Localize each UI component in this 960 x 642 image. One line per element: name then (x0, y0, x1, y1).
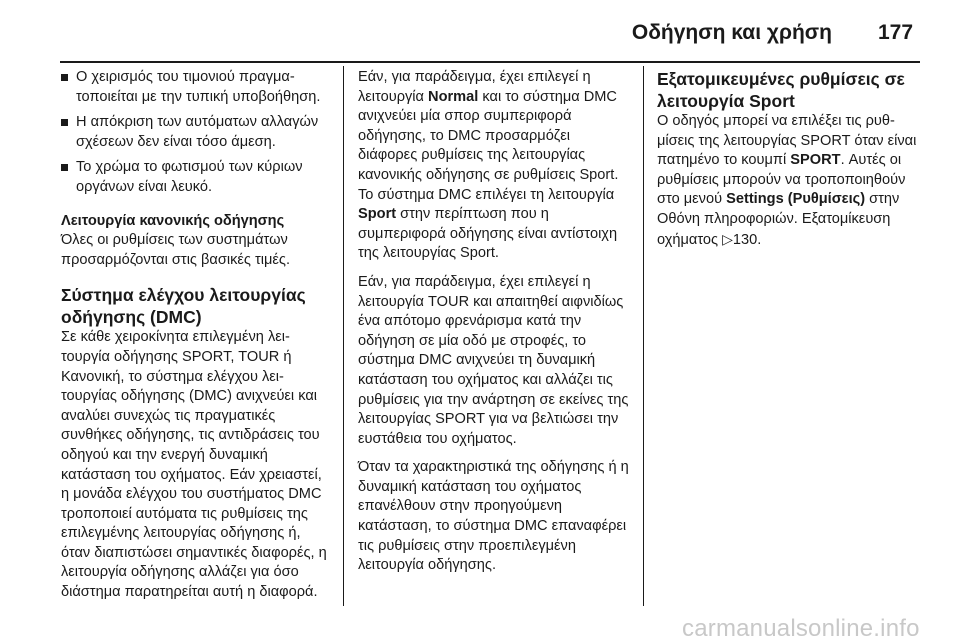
text-run: και το σύστημα DMC ανιχνεύει μία σπορ συμπεριφορά οδήγησης, το DMC προσαρμόζει διάφορες ρυθμίσεις της λειτουργίας κανονικής οδήγησης σε ρυθμίσεις Sport. Το σύστημα DMC επιλέγει τη λειτουργία (358, 88, 619, 203)
text-run: Ο οδηγός μπορεί να επιλέξει τις ρυθμίσεις της λειτουργίας SPORT όταν είναι πατημένο το κουμπί (657, 113, 917, 169)
page-reference-icon: ▷ (722, 230, 733, 247)
bullet-item: Ο χειρισμός του τιμονιού πραγματοποιείται με την τυπική υποβοήθηση. (61, 68, 329, 107)
text-run: Εάν, για παράδειγμα, έχει επιλεγεί η λειτουργία (358, 69, 591, 105)
watermark: carmanualsonline.info (682, 615, 920, 642)
dmc-example-tour: Εάν, για παράδειγμα, έχει επιλεγεί η λειτουργία TOUR και απαιτηθεί αιφνιδίως ένα απότομο φρενάρισμα κατά την οδήγηση σε μία οδό με στροφές, το σύστημα DMC ανιχνεύει τη δυναμική κατάσταση του οχήματος και αλλάζει τις ρυθμίσεις για την ανάρτηση σε εκείνες της λειτουργίας SPORT για να βελτιώσει την ευστάθεια του οχήματος. (358, 273, 629, 447)
normal-mode-term: Normal (428, 88, 479, 105)
page-title: Οδήγηση και χρήση (631, 21, 832, 44)
dmc-text: Σε κάθε χειροκίνητα επιλεγμένη λειτουργία οδήγησης SPORT, TOUR ή Κανονική, το σύστημα ελέγχου λειτουργίας οδήγησης (DMC) ανιχνεύει και αναλύει συνεχώς τις πραγματικές συνθήκες οδήγησης, τις αντιδράσεις του οδηγού και την ενεργή δυναμική κατάσταση του οχήματος. Εάν χρειαστεί, η μονάδα ελέγχου του συστήματος DMC τροποποιεί αυτόματα τις ρυθμίσεις της επιλεγμένης λειτουργίας οδήγησης ή, όταν διαπιστώσει σημαντικές διαφορές, η λειτουργία οδήγησης αλλάζει για όσο διάστημα παρατηρείται αυτή η διαφορά. (61, 329, 327, 601)
text-run: στην περίπτωση που η συμπεριφορά οδήγησης είναι αντίστοιχη της λειτουργίας Sport. (358, 206, 618, 262)
page-number: 177 (878, 21, 914, 44)
normal-mode-text: Όλες οι ρυθμίσεις των συστημάτων προσαρμόζονται στις βασικές τιμές. (61, 232, 291, 268)
text-run: . (757, 231, 762, 248)
column-divider-2 (643, 66, 644, 606)
normal-mode-heading: Λειτουργία κανονικής οδήγησης (61, 212, 285, 229)
text-run: . Αυτές οι ρυθμίσεις μπορούν να τροποποιηθούν στο μενού (657, 152, 906, 208)
header-divider (60, 61, 920, 63)
reference-page-number[interactable]: 130 (732, 231, 758, 248)
column-divider-1 (343, 66, 344, 606)
sport-mode-term: Sport (358, 206, 397, 223)
column-1 (61, 68, 329, 612)
dmc-heading: Σύστημα ελέγχου λειτουργίας οδήγησης (DMC) (61, 285, 306, 328)
settings-menu-term: Settings (Ρυθμίσεις) (726, 191, 866, 208)
column-3 (657, 68, 923, 259)
sport-settings-text (657, 112, 923, 250)
bullet-item: Το χρώμα το φωτισμού των κύριων οργάνων είναι λευκό. (61, 158, 329, 197)
dmc-restore-text: Όταν τα χαρακτηριστικά της οδήγησης ή η δυναμική κατάσταση του οχήματος επανέλθουν στην προηγούμενη κατάσταση, το σύστημα DMC επαναφέρει τις ρυθμίσεις στην προεπιλεγμένη λειτουργία οδήγησης. (358, 459, 629, 574)
text-run: στην Οθόνη πληροφοριών. Εξατομίκευση οχήματος (657, 191, 900, 248)
dmc-example-normal (358, 68, 632, 264)
feature-bullet-list (61, 68, 329, 198)
sport-settings-heading: Εξατομικευμένες ρυθμίσεις σε λειτουργία Sport (657, 69, 905, 111)
sport-button-term: SPORT (790, 152, 841, 169)
column-2 (358, 68, 632, 585)
bullet-item: Η απόκριση των αυτόματων αλλαγών σχέσεων δεν είναι τόσο άμεση. (61, 113, 329, 152)
